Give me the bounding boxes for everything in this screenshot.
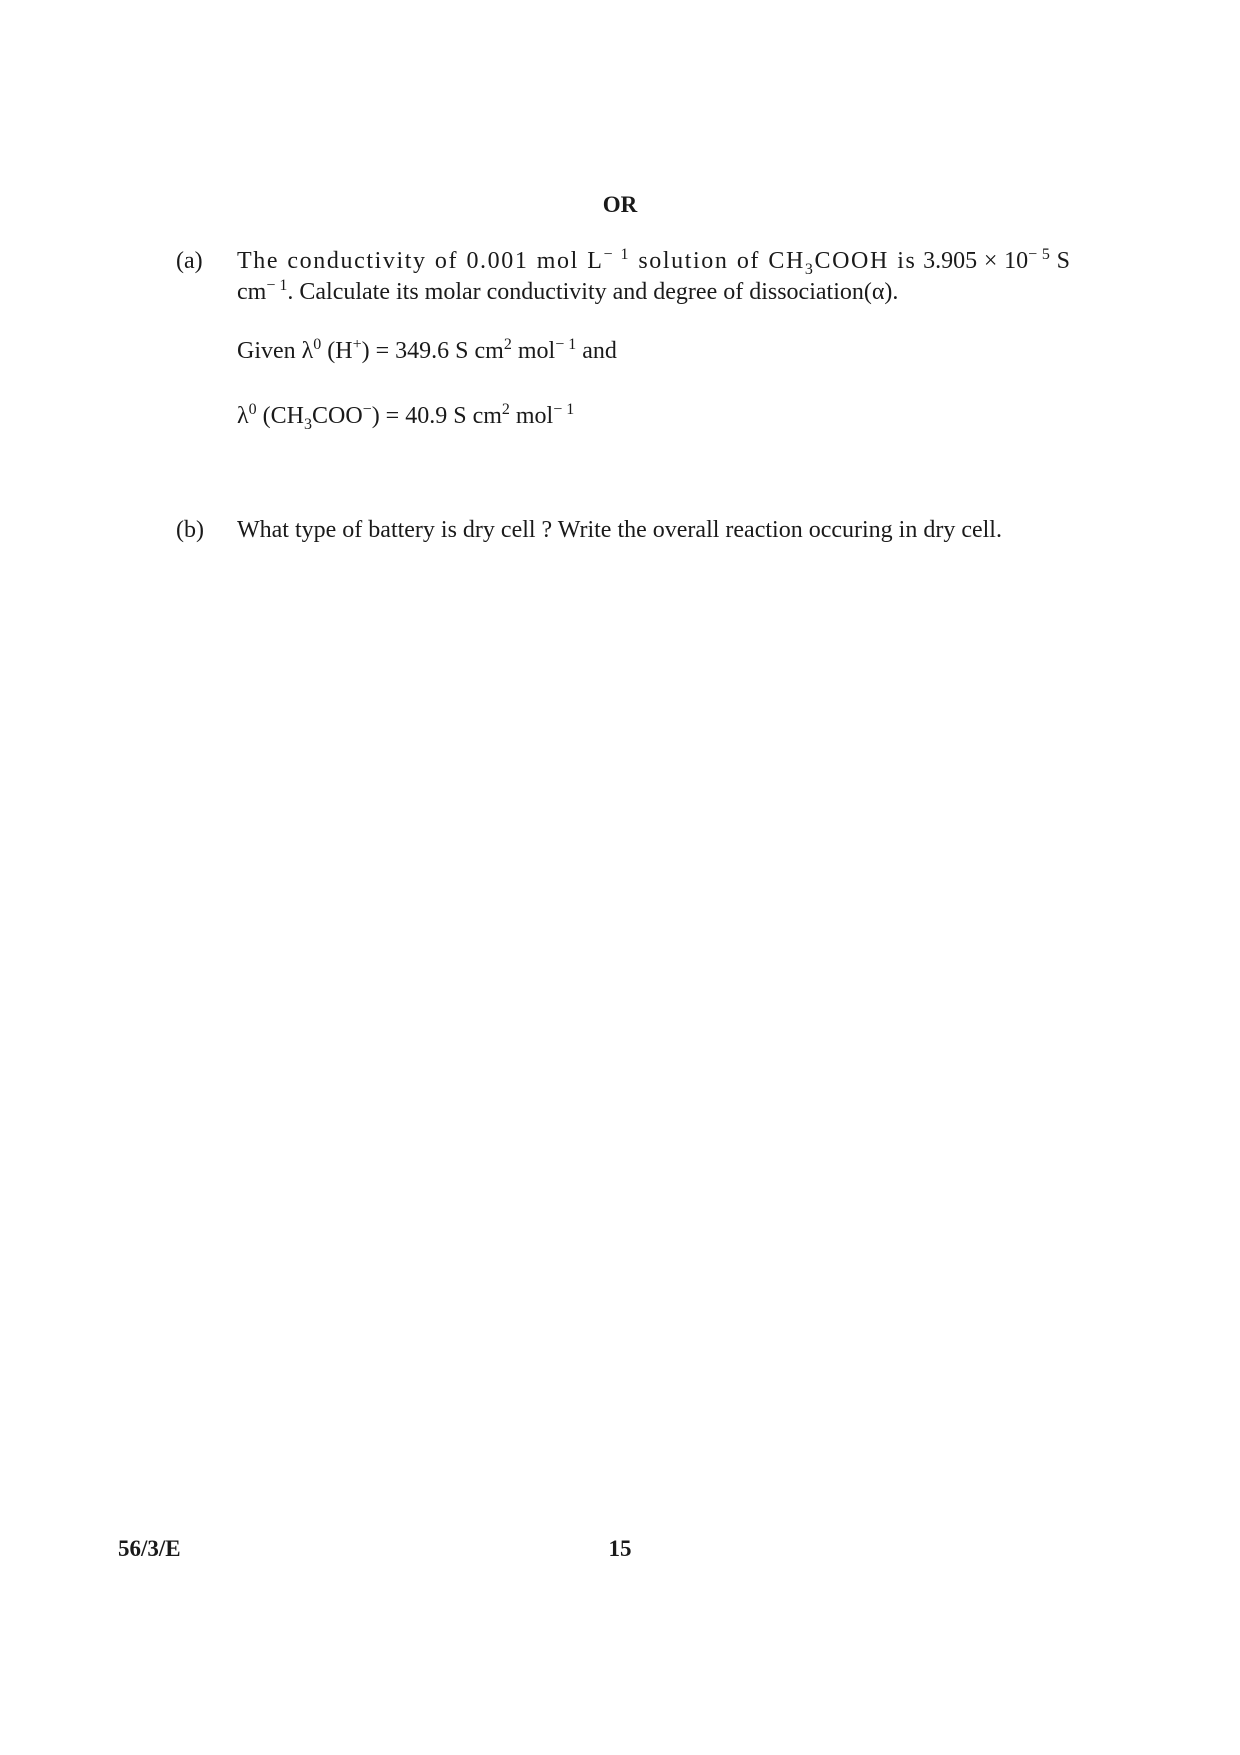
text-segment: and	[576, 338, 617, 364]
superscript: 0	[248, 401, 257, 418]
given-h-plus	[237, 336, 1070, 367]
superscript: − 1	[266, 277, 288, 294]
text-segment: λ	[237, 403, 249, 429]
subscript: 3	[804, 261, 815, 278]
text-segment: (CH	[256, 403, 304, 429]
superscript: −	[362, 401, 372, 418]
question-a-statement	[237, 246, 1070, 308]
text-segment: 3.905 × 10	[923, 248, 1029, 274]
question-b-text: What type of battery is dry cell ? Write the overall reaction occuring in dry cell.	[237, 517, 1002, 543]
text-segment: . Calculate its molar conductivity and degree of dissociation(α).	[287, 279, 899, 305]
text-segment: ) = 349.6 S cm	[361, 338, 504, 364]
text-segment: COOH is	[814, 248, 917, 274]
superscript: 2	[501, 401, 510, 418]
superscript: − 5	[1028, 246, 1050, 263]
superscript: 2	[503, 336, 512, 353]
superscript: − 1	[603, 246, 631, 263]
or-heading: OR	[602, 192, 638, 217]
text-segment: COO	[311, 403, 363, 429]
superscript: 0	[313, 336, 322, 353]
question-a-label: (a)	[176, 248, 203, 274]
paper-code: 56/3/E	[118, 1536, 181, 1561]
superscript: +	[352, 336, 362, 353]
question-a-body	[237, 246, 1070, 432]
text-segment: The conductivity of 0.001 mol L	[237, 248, 604, 274]
question-b-label: (b)	[176, 517, 204, 543]
question-b-body	[237, 515, 1070, 546]
text-segment: Given λ	[237, 338, 314, 364]
superscript: − 1	[555, 336, 577, 353]
text-segment: mol	[509, 403, 554, 429]
given-acetate	[237, 401, 1070, 432]
text-segment: S cm	[237, 248, 1070, 305]
text-segment: ) = 40.9 S cm	[371, 403, 502, 429]
text-segment: (H	[321, 338, 353, 364]
superscript: − 1	[553, 401, 575, 418]
text-segment: solution of CH	[630, 248, 805, 274]
text-segment: mol	[511, 338, 556, 364]
subscript: 3	[303, 416, 312, 433]
question-a-line1	[237, 246, 917, 278]
page-number: 15	[608, 1536, 632, 1561]
